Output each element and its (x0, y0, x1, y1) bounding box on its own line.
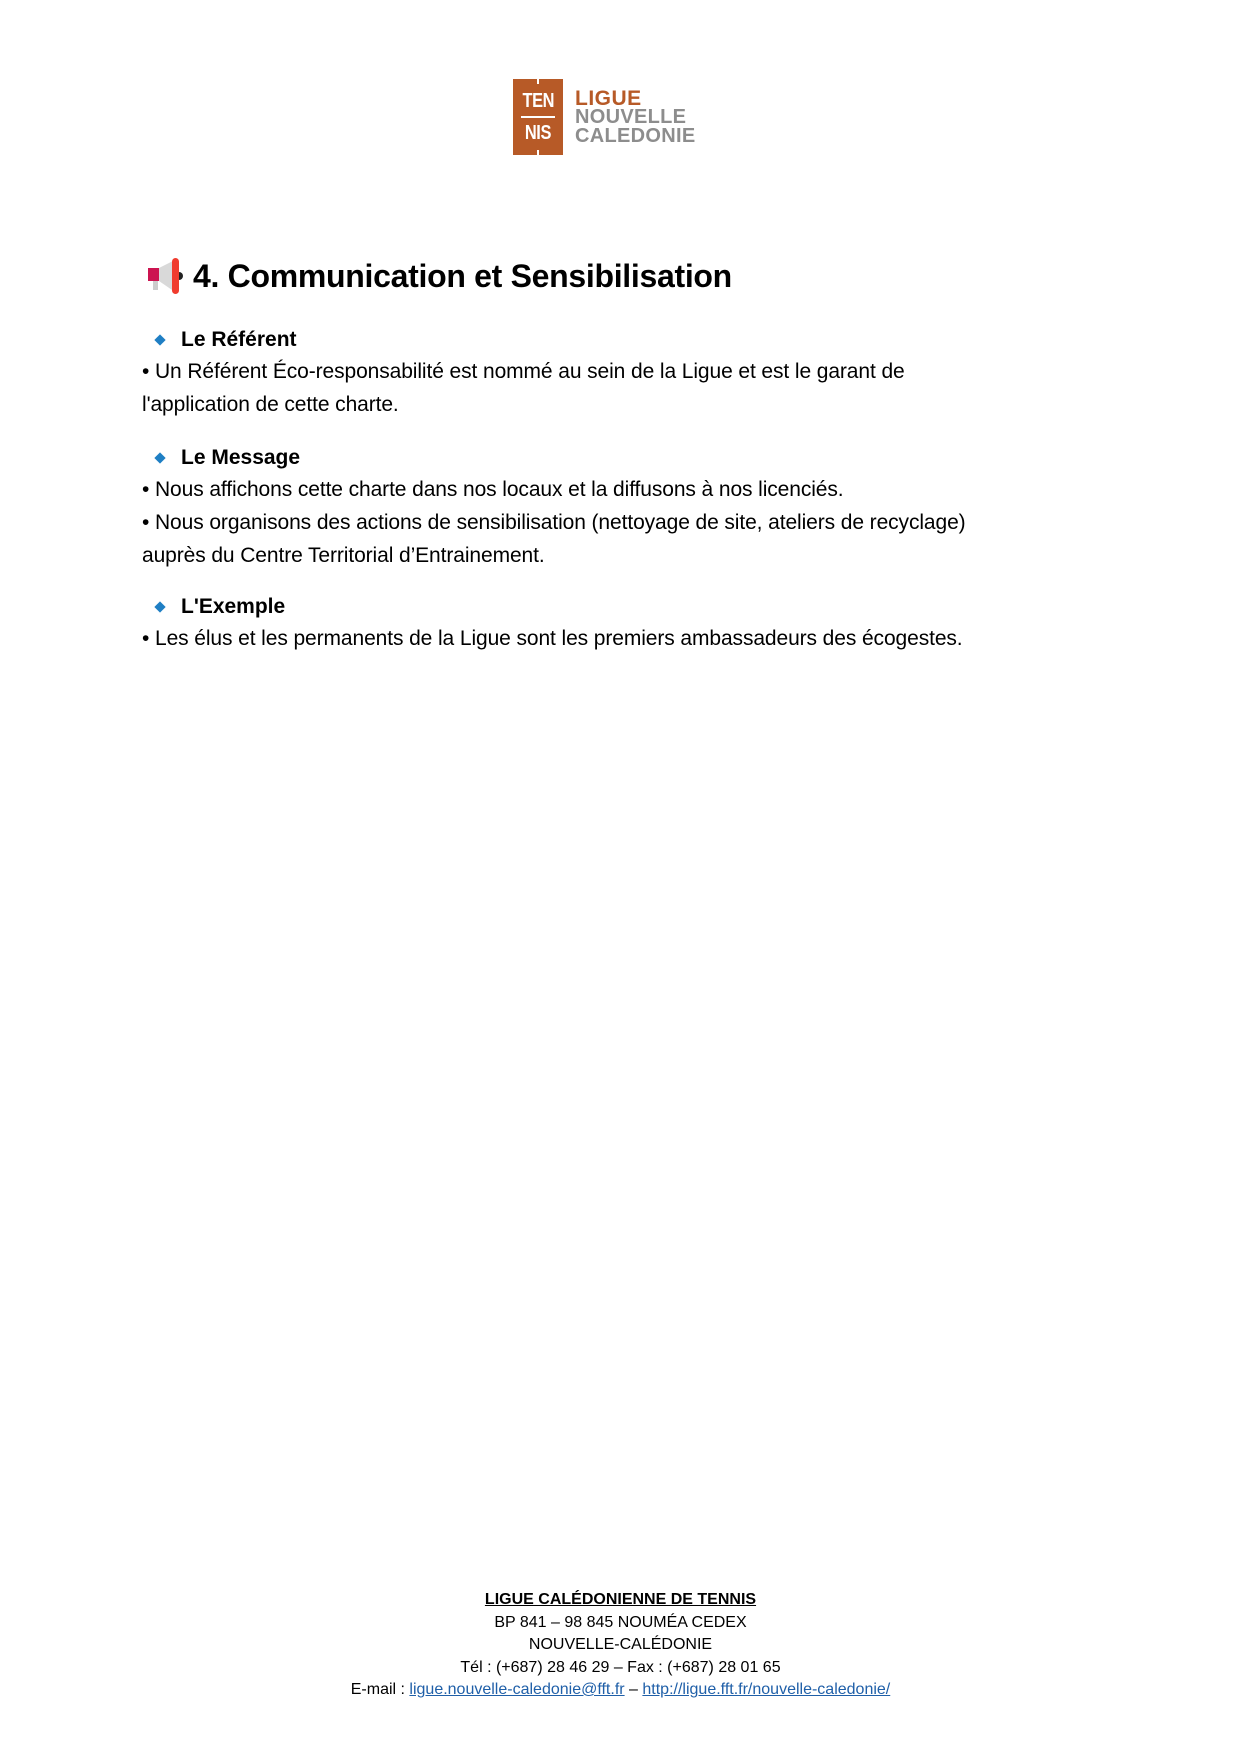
footer-country: NOUVELLE-CALÉDONIE (528, 1636, 713, 1653)
logo-text-ligue: LIGUE (575, 86, 642, 110)
footer-address: BP 841 – 98 845 NOUMÉA CEDEX (494, 1613, 747, 1631)
diamond-bullet-icon (154, 452, 165, 463)
section-heading (147, 256, 732, 296)
footer-contact-line (0, 1679, 1241, 1702)
paragraph-line: • Un Référent Éco-responsabilité est nommé au sein de la Ligue et est le garant de (142, 360, 905, 383)
diamond-bullet-icon (154, 334, 165, 345)
section-message (142, 443, 1062, 572)
page-title: 4. Communication et Sensibilisation (193, 257, 732, 294)
league-logo (513, 79, 695, 155)
section-exemple (142, 592, 1062, 655)
footer-org-name: LIGUE CALÉDONIENNE DE TENNIS (484, 1591, 757, 1608)
footer-email-label: E-mail : (350, 1681, 410, 1698)
paragraph-line: • Les élus et les permanents de la Ligue sont les premiers ambassadeurs des écogestes. (142, 627, 963, 650)
section-referent (142, 325, 1062, 421)
subsection-title: Le Message (181, 446, 301, 469)
logo-mark-line1: TEN (522, 90, 554, 112)
paragraph-line: auprès du Centre Territorial d’Entrainement. (142, 544, 545, 567)
subsection-title: L'Exemple (181, 595, 286, 618)
paragraph-line: • Nous affichons cette charte dans nos locaux et la diffusons à nos licenciés. (142, 478, 844, 501)
paragraph-line: • Nous organisons des actions de sensibilisation (nettoyage de site, ateliers de recyclage) (142, 511, 966, 534)
footer-separator: – (624, 1681, 643, 1698)
tennis-logo-mark (513, 79, 563, 155)
logo-text-caledonie: CALEDONIE (575, 124, 696, 147)
logo-mark-line2: NIS (524, 122, 552, 144)
footer-email-link[interactable]: ligue.nouvelle-caledonie@fft.fr (409, 1681, 625, 1698)
megaphone-icon (147, 256, 187, 296)
footer-phone: Tél : (+687) 28 46 29 – Fax : (+687) 28 01 65 (460, 1658, 781, 1676)
paragraph-line: l'application de cette charte. (142, 393, 399, 416)
diamond-bullet-icon (154, 601, 165, 612)
subsection-title: Le Référent (181, 328, 297, 351)
footer-website-link[interactable]: http://ligue.fft.fr/nouvelle-caledonie/ (642, 1681, 891, 1698)
logo-text-nouvelle: NOUVELLE (575, 105, 687, 128)
page-footer (0, 1589, 1241, 1702)
logo-wordmark (575, 86, 696, 147)
